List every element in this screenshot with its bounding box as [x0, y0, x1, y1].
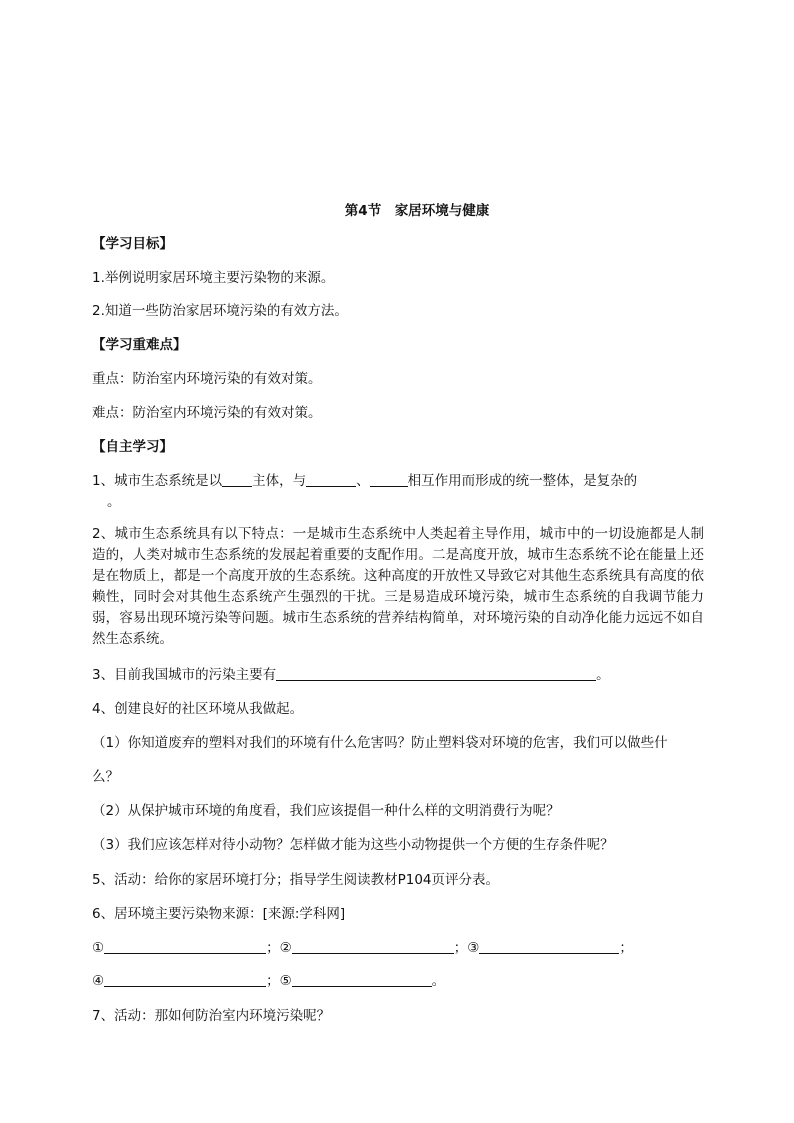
fill-blank[interactable] [276, 665, 596, 681]
goal-item-2: 2.知道一些防治家居环境污染的有效方法。 [92, 303, 348, 319]
fill-blank[interactable] [479, 938, 619, 954]
fill-blank[interactable] [222, 471, 252, 487]
section-heading-goals: 【学习目标】 [92, 236, 173, 252]
fill-blank[interactable] [104, 938, 266, 954]
question-6-blanks-row-2: ④ ；⑤ 。 [92, 973, 446, 989]
question-7: 7、活动：那如何防治室内环境污染呢？ [92, 1008, 331, 1024]
difficult-point: 难点：防治室内环境污染的有效对策。 [92, 405, 322, 421]
fill-blank[interactable] [306, 471, 356, 487]
section-heading-self-study: 【自主学习】 [92, 439, 173, 455]
fill-blank[interactable] [292, 971, 432, 987]
question-6-heading: 6、居环境主要污染物来源：[来源:学科网] [92, 906, 346, 922]
page-title: 第4节 家居环境与健康 [344, 203, 490, 219]
question-4-sub-1-cont: 么？ [92, 769, 119, 785]
goal-item-1: 1.举例说明家居环境主要污染物的来源。 [92, 270, 335, 286]
question-3: 3、目前我国城市的污染主要有 。 [92, 667, 610, 683]
question-6-blanks-row-1: ① ；② ；③ ； [92, 940, 633, 956]
key-point: 重点：防治室内环境污染的有效对策。 [92, 371, 322, 387]
question-5: 5、活动：给你的家居环境打分；指导学生阅读教材P104页评分表。 [92, 872, 499, 888]
question-4-sub-1: （1）你知道废弃的塑料对我们的环境有什么危害吗？防止塑料袋对环境的危害，我们可以做些什 [92, 735, 668, 751]
question-1: 1、城市生态系统是以 主体，与 、 相互作用而形成的统一整体，是复杂的 [92, 473, 638, 489]
fill-blank[interactable] [104, 971, 266, 987]
question-4-sub-3: （3）我们应该怎样对待小动物？怎样做才能为这些小动物提供一个方便的生存条件呢？ [92, 837, 614, 853]
fill-blank[interactable] [370, 471, 408, 487]
question-4-heading: 4、创建良好的社区环境从我做起。 [92, 701, 304, 717]
fill-blank[interactable] [292, 938, 454, 954]
question-2-paragraph: 2、城市生态系统具有以下特点：一是城市生态系统中人类起着主导作用，城市中的一切设施都是人制造的，人类对城市生态系统的发展起着重要的支配作用。二是高度开放，城市生态系统不论在能量上还是在物质上，都是一个高度开放的生态系统。这种高度的开放性又导致它对其他生态系统具有高度的依赖性，同时会对其他生态系统产生强烈的干扰。三是易造成环境污染，城市生态系统的自我调节能力弱，容易出现环境污染等问题。城市生态系统的营养结构简单，对环境污染的自动净化能力远远不如自然生态系统。 [92, 526, 704, 647]
question-4-sub-2: （2）从保护城市环境的角度看，我们应该提倡一种什么样的文明消费行为呢？ [92, 803, 560, 819]
question-1-end: 。 [107, 494, 121, 510]
section-heading-key-points: 【学习重难点】 [92, 337, 187, 353]
